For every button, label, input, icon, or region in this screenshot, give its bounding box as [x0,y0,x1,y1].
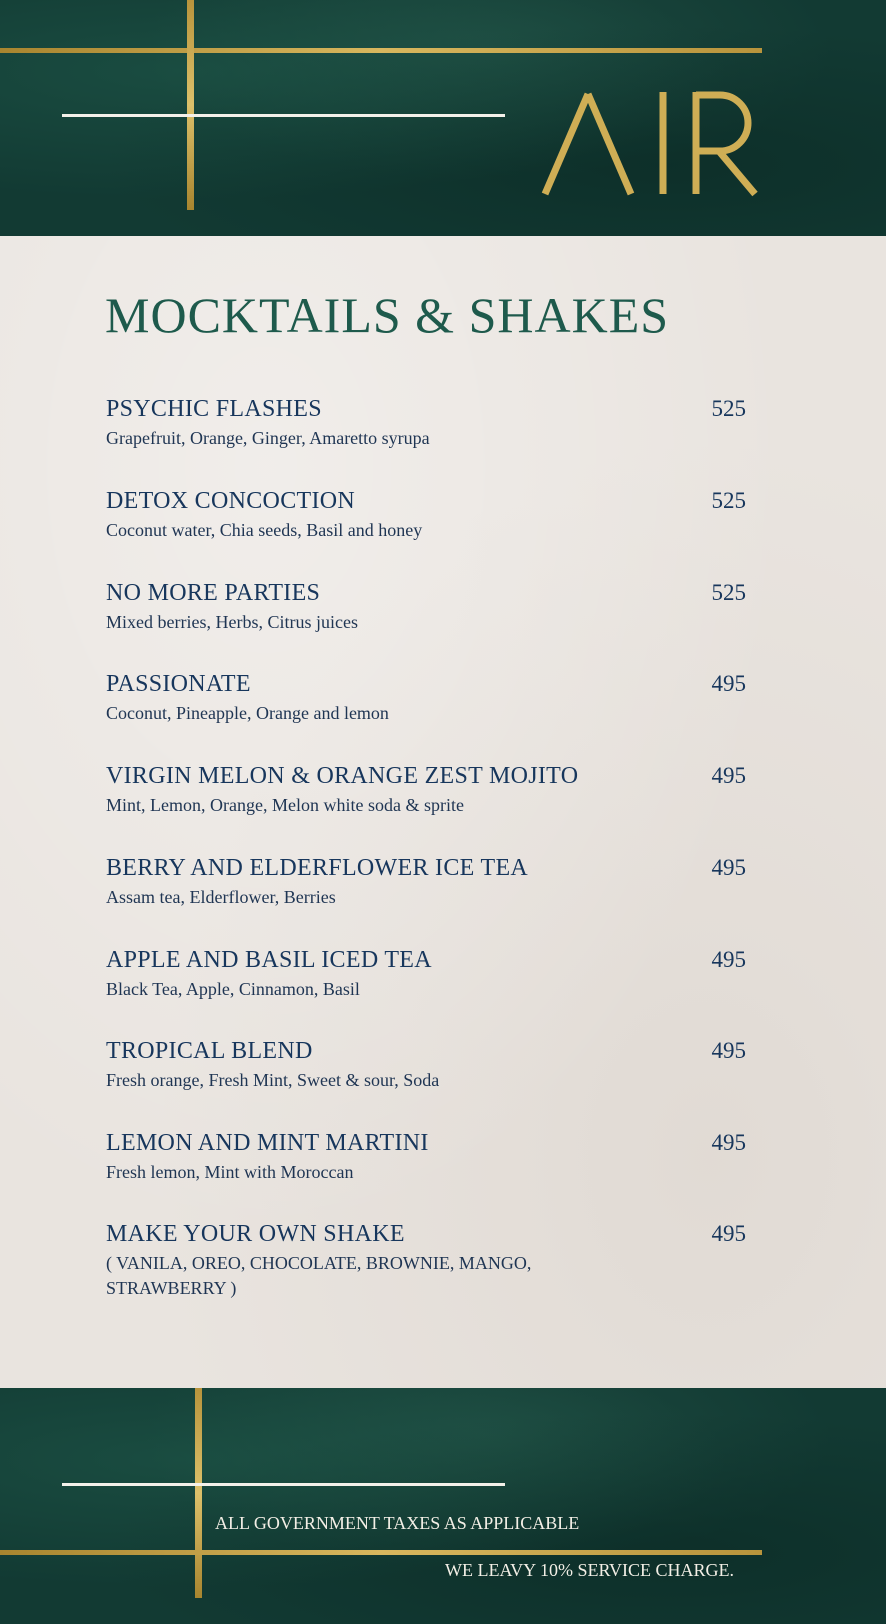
menu-item-price: 525 [711,488,746,513]
menu-item-price: 525 [711,396,746,421]
menu-item-name: PASSIONATE [106,671,251,697]
header-band [0,0,886,236]
menu-item-description: Black Tea, Apple, Cinnamon, Basil [106,979,360,999]
menu-item-description: Grapefruit, Orange, Ginger, Amaretto syrupa [106,428,430,448]
menu-item-name: LEMON AND MINT MARTINI [106,1130,429,1156]
menu-item-price: 525 [711,580,746,605]
menu-item-price: 495 [711,1221,746,1246]
gold-rule-horizontal [0,1550,762,1555]
white-rule [62,114,505,117]
menu-item-description: Coconut, Pineapple, Orange and lemon [106,703,389,723]
menu-item-description: Mixed berries, Herbs, Citrus juices [106,612,358,632]
menu-item-price: 495 [711,671,746,696]
menu-item-name: MAKE YOUR OWN SHAKE [106,1221,405,1247]
menu-item-description: Fresh orange, Fresh Mint, Sweet & sour, Soda [106,1070,440,1090]
section-title: MOCKTAILS & SHAKES [105,287,670,343]
gold-rule-vertical [187,0,194,210]
menu-item-name: VIRGIN MELON & ORANGE ZEST MOJITO [106,763,579,789]
menu-item-name: TROPICAL BLEND [106,1038,313,1064]
gold-rule-vertical [195,1388,202,1598]
service-charge-note: WE LEAVY 10% SERVICE CHARGE. [445,1560,735,1580]
menu-item-price: 495 [711,1130,746,1155]
menu-item-description: ( VANILA, OREO, CHOCOLATE, BROWNIE, MANGO, STRAWBERRY ) [106,1253,532,1298]
menu-item-name: PSYCHIC FLASHES [106,396,322,422]
menu-item-name: NO MORE PARTIES [106,580,321,606]
gold-rule-horizontal [0,48,762,53]
menu-item-description: Assam tea, Elderflower, Berries [106,887,336,907]
menu-item-description: Mint, Lemon, Orange, Melon white soda & sprite [106,795,464,815]
air-logo [540,86,770,206]
menu-item-description: Fresh lemon, Mint with Moroccan [106,1162,354,1182]
taxes-note: ALL GOVERNMENT TAXES AS APPLICABLE [215,1513,580,1533]
white-rule [62,1483,505,1486]
menu-item-price: 495 [711,1038,746,1063]
menu-item-price: 495 [711,763,746,788]
menu-item-name: DETOX CONCOCTION [106,488,356,514]
menu-item-name: BERRY AND ELDERFLOWER ICE TEA [106,855,529,881]
menu-item-name: APPLE AND BASIL ICED TEA [106,947,432,973]
menu-item-price: 495 [711,947,746,972]
menu-item-price: 495 [711,855,746,880]
menu-item-description: Coconut water, Chia seeds, Basil and honey [106,520,423,540]
footer-band [0,1388,886,1624]
